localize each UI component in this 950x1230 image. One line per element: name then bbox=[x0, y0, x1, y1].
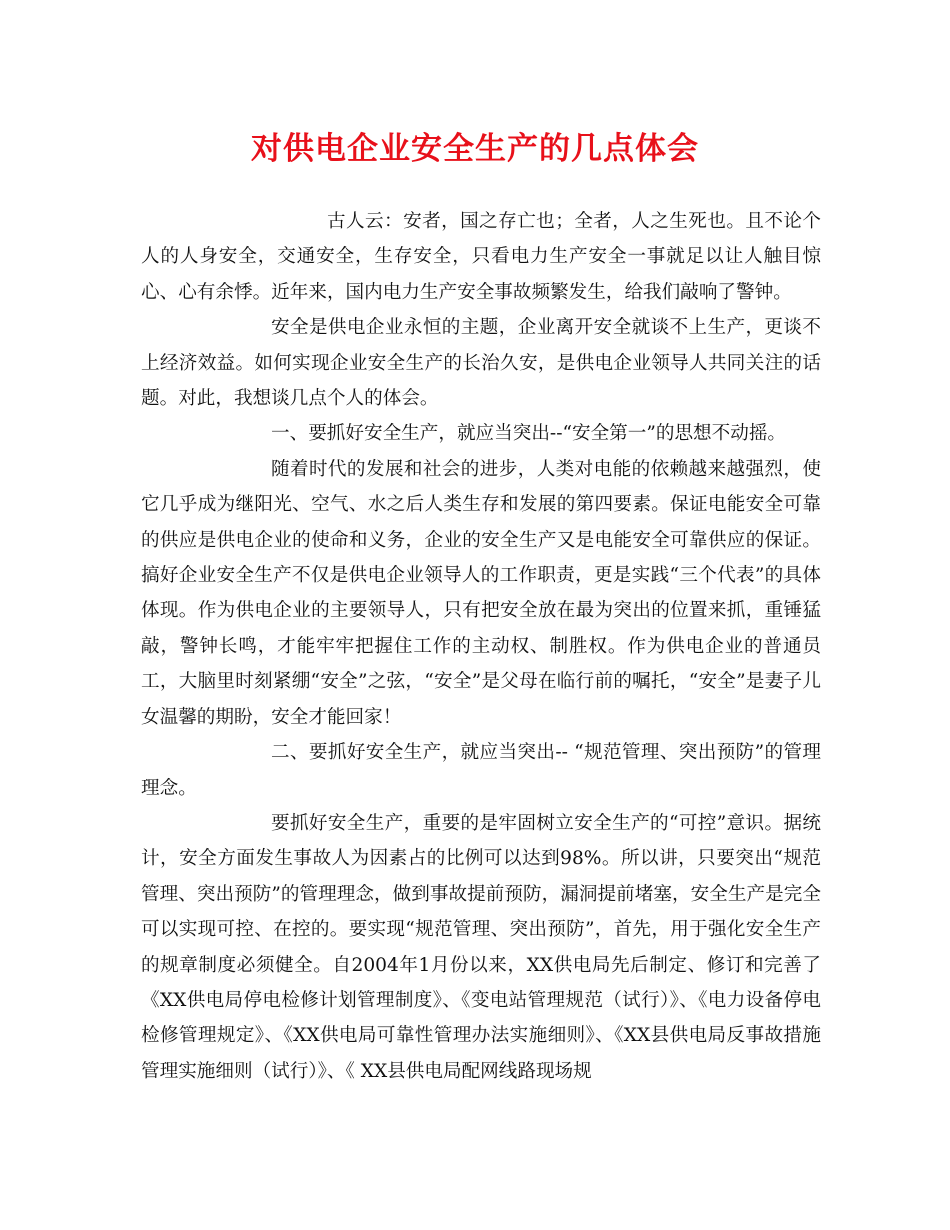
paragraph-section-one: 随着时代的发展和社会的进步，人类对电能的依赖越来越强烈，使它几乎成为继阳光、空气、水之后人类生存和发展的第四要素。保证电能安全可靠的供应是供电企业的使命和义务，企业的安全生产又是电能安全可靠供应的保证。搞好企业安全生产不仅是供电企业领导人的工作职责，更是实践“三个代表”的具体体现。作为供电企业的主要领导人，只有把安全放在最为突出的位置来抓，重锤猛敲，警钟长鸣，才能牢牢把握住工作的主动权、制胜权。作为供电企业的普通员工，大脑里时刻紧绷“安全”之弦，“安全”是父母在临行前的嘱托，“安全”是妻子儿女温馨的期盼，安全才能回家！ bbox=[141, 458, 821, 728]
section-heading-two: 二、要抓好安全生产，就应当突出-- “规范管理、突出预防”的管理理念。 bbox=[141, 742, 821, 799]
paragraph-section-two: 要抓好安全生产，重要的是牢固树立安全生产的“可控”意识。据统计，安全方面发生事故人为因素占的比例可以达到98%。所以讲，只要突出“规范管理、突出预防”的管理理念，做到事故提前预防，漏洞提前堵塞，安全生产是完全可以实现可控、在控的。要实现“规范管理、突出预防”，首先，用于强化安全生产的规章制度必须健全。自2004年1月份以来，XX供电局先后制定、修订和完善了《XX供电局停电检修计划管理制度》、《变电站管理规范（试行）》、《电力设备停电检修管理规定》、《XX供电局可靠性管理办法实施细则》、《XX县供电局反事故措施管理实施细则（试行）》、《 XX县供电局配网线路现场规 bbox=[141, 812, 821, 1082]
paragraph-theme: 安全是供电企业永恒的主题，企业离开安全就谈不上生产，更谈不上经济效益。如何实现企业安全生产的长治久安，是供电企业领导人共同关注的话题。对此，我想谈几点个人的体会。 bbox=[141, 317, 821, 410]
section-heading-one: 一、要抓好安全生产，就应当突出--“安全第一”的思想不动摇。 bbox=[271, 423, 787, 445]
document-title: 对供电企业安全生产的几点体会 bbox=[251, 131, 699, 167]
paragraph-intro: 古人云：安者，国之存亡也；全者，人之生死也。且不论个人的人身安全，交通安全，生存安全，只看电力生产安全一事就足以让人触目惊心、心有余悸。近年来，国内电力生产安全事故频繁发生，给我们敲响了警钟。 bbox=[141, 211, 821, 303]
document-body bbox=[141, 204, 821, 1089]
